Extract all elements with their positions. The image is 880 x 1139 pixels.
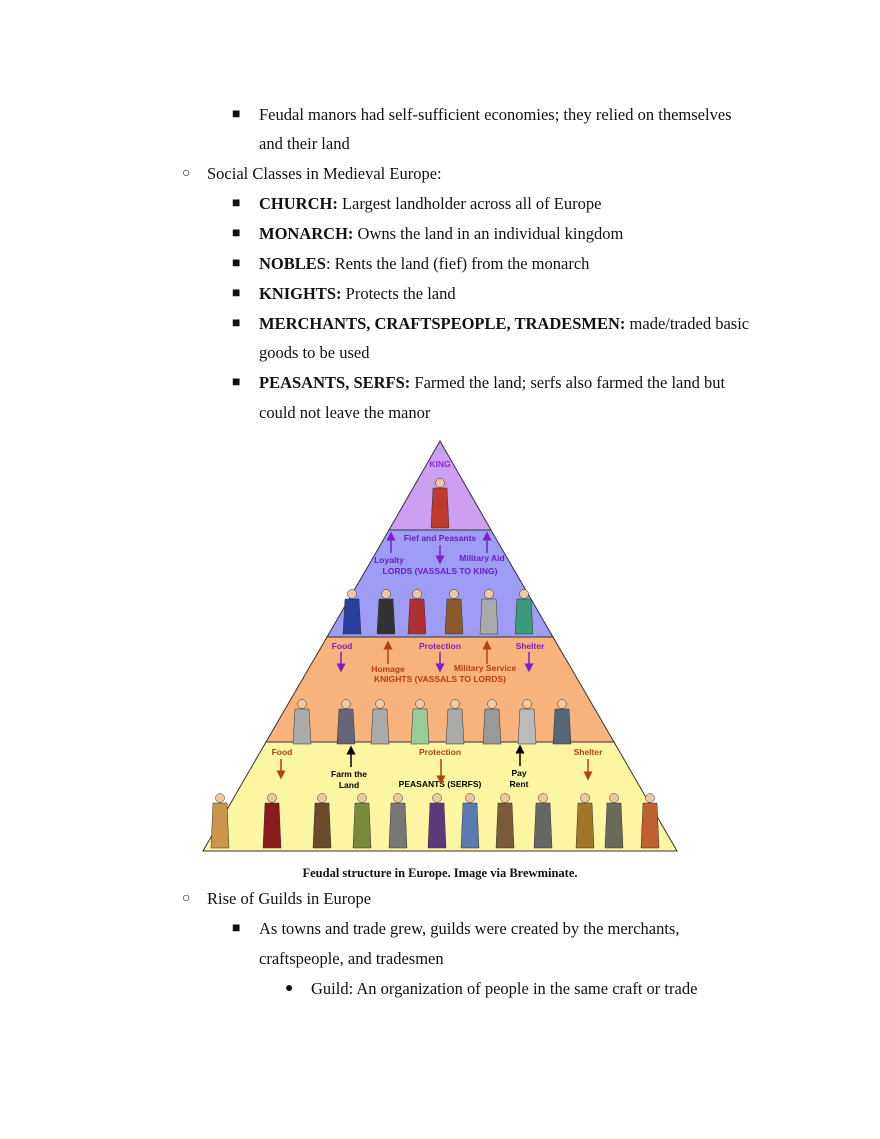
label-fief: Fief and Peasants <box>403 533 477 543</box>
label-food-2: Food <box>271 747 293 757</box>
label-protection-2: Protection <box>418 747 462 757</box>
square-bullet-icon: ■ <box>232 316 241 331</box>
bullet-text: could not leave the manor <box>259 403 431 422</box>
bullet-nobles: NOBLES: Rents the land (fief) from the monarch <box>259 254 590 273</box>
bullet-knights: KNIGHTS: Protects the land <box>259 284 456 303</box>
circle-bullet-icon: ○ <box>182 166 191 181</box>
label-pay-1: Pay <box>511 768 527 778</box>
square-bullet-icon: ■ <box>232 921 241 936</box>
label-peasants: PEASANTS (SERFS) <box>398 779 482 789</box>
circle-bullet-icon: ○ <box>182 891 191 906</box>
bullet-monarch: MONARCH: Owns the land in an individual kingdom <box>259 224 624 243</box>
label-loyalty: Loyalty <box>374 555 404 565</box>
bullet-text: Feudal manors had self-sufficient economies; they relied on themselves <box>259 105 732 124</box>
label-military-service: Military Service <box>453 663 517 673</box>
bullet-text: Rise of Guilds in Europe <box>207 889 372 908</box>
square-bullet-icon: ■ <box>232 226 241 241</box>
image-caption: Feudal structure in Europe. Image via Brewminate. <box>302 866 578 880</box>
bullet-text: craftspeople, and tradesmen <box>259 949 444 968</box>
square-bullet-icon: ■ <box>232 286 241 301</box>
label-farm-1: Farm the <box>331 769 367 779</box>
label-military-aid: Military Aid <box>459 553 505 563</box>
label-lords: LORDS (VASSALS TO KING) <box>382 566 498 576</box>
bullet-church: CHURCH: Largest landholder across all of Europe <box>259 194 602 213</box>
square-bullet-icon: ■ <box>232 375 241 390</box>
bullet-merchants: MERCHANTS, CRAFTSPEOPLE, TRADESMEN: made/traded basic <box>259 314 750 333</box>
bullet-text: As towns and trade grew, guilds were created by the merchants, <box>259 919 680 938</box>
square-bullet-icon: ■ <box>232 256 241 271</box>
label-protection-1: Protection <box>418 641 462 651</box>
bullet-text: goods to be used <box>259 343 370 362</box>
square-bullet-icon: ■ <box>232 107 241 122</box>
bullet-peasants: PEASANTS, SERFS: Farmed the land; serfs also farmed the land but <box>259 373 726 392</box>
label-farm-2: Land <box>338 780 360 790</box>
bullet-text: Guild: An organization of people in the same craft or trade <box>311 979 698 998</box>
label-king: KING <box>429 459 451 469</box>
label-pay-2: Rent <box>509 779 529 789</box>
label-food-1: Food <box>331 641 353 651</box>
label-shelter-2: Shelter <box>573 747 603 757</box>
label-knights: KNIGHTS (VASSALS TO LORDS) <box>374 674 506 684</box>
label-homage: Homage <box>371 664 405 674</box>
square-bullet-icon: ■ <box>232 196 241 211</box>
label-shelter-1: Shelter <box>515 641 545 651</box>
bullet-text: Social Classes in Medieval Europe: <box>207 164 442 183</box>
dot-bullet-icon: ● <box>285 981 294 996</box>
bullet-text: and their land <box>259 134 350 153</box>
person-figure <box>211 794 229 849</box>
